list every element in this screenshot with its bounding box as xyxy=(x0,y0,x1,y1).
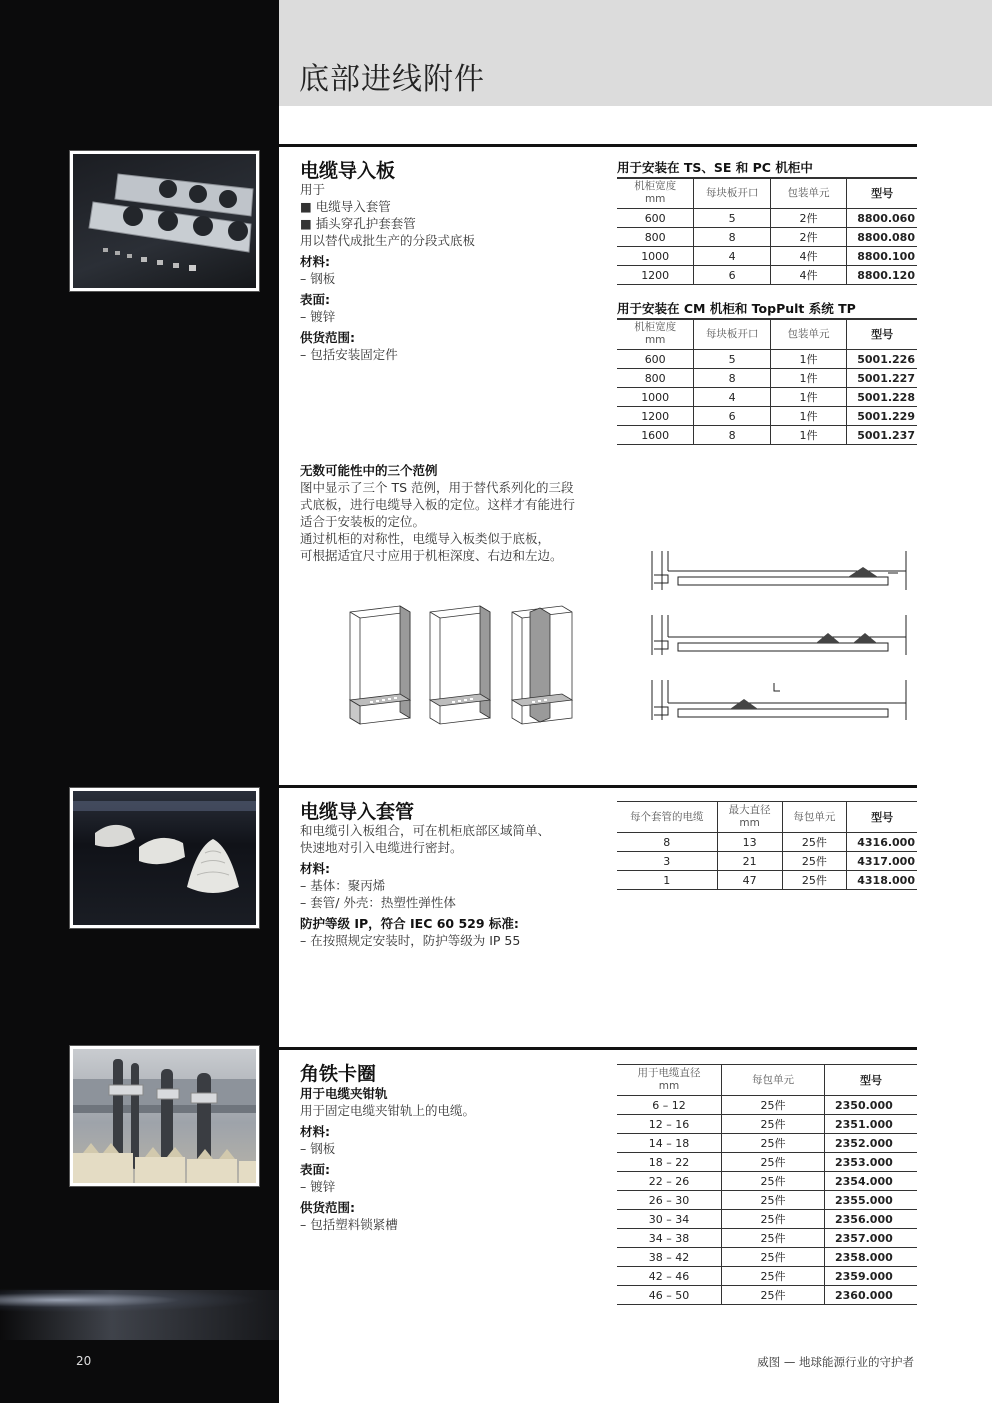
model-number-cell: 2352.000 xyxy=(825,1134,918,1153)
table-cell: 600 xyxy=(617,209,694,228)
table-caption: 用于安装在 CM 机柜和 TopPult 系统 TP xyxy=(617,299,917,320)
table-row xyxy=(617,388,917,407)
table-cell: 25件 xyxy=(722,1229,825,1248)
column-header: 型号 xyxy=(847,319,917,350)
table-cell: 3 xyxy=(617,852,717,871)
table-row xyxy=(617,1267,917,1286)
table-caption: 用于安装在 TS、SE 和 PC 机柜中 xyxy=(617,158,917,179)
table-cell: 8 xyxy=(694,369,770,388)
table-row xyxy=(617,1210,917,1229)
table-cell: 25件 xyxy=(722,1267,825,1286)
section-divider xyxy=(279,1047,917,1050)
model-number-cell: 8800.100 xyxy=(847,247,917,266)
table-cell: 30 – 34 xyxy=(617,1210,722,1229)
table-body xyxy=(617,350,917,445)
desc-line: 用以替代成批生产的分段式底板 xyxy=(300,233,476,248)
spec-table-gland xyxy=(617,801,917,890)
table-body xyxy=(617,209,917,285)
desc-heading: 用于电缆夹钳轨 xyxy=(300,1086,388,1101)
table-cell: 25件 xyxy=(722,1286,825,1305)
example-line: 图中显示了三个 TS 范例，用于替代系列化的三段 xyxy=(300,480,574,495)
table-cell: 1 xyxy=(617,871,717,890)
table-row xyxy=(617,247,917,266)
table-cell: 25件 xyxy=(722,1134,825,1153)
desc-line: – 基体：聚丙烯 xyxy=(300,878,386,893)
table-cell: 1件 xyxy=(770,350,846,369)
desc-heading: 材料: xyxy=(300,861,330,876)
desc-heading: 供货范围: xyxy=(300,1200,355,1215)
table-cell: 26 – 30 xyxy=(617,1191,722,1210)
table-body xyxy=(617,1096,917,1305)
table-cell: 22 – 26 xyxy=(617,1172,722,1191)
desc-line: 用于 xyxy=(300,182,326,197)
example-text xyxy=(300,462,610,564)
desc-line: – 在按照规定安装时，防护等级为 IP 55 xyxy=(300,933,521,948)
table-cell: 6 xyxy=(694,407,770,426)
spec-table-ts xyxy=(617,177,917,285)
table-row xyxy=(617,833,917,852)
table-cell: 25件 xyxy=(722,1096,825,1115)
table-cell: 1件 xyxy=(770,426,846,445)
example-heading: 无数可能性中的三个范例 xyxy=(300,463,438,478)
table-row xyxy=(617,228,917,247)
table-cell: 42 – 46 xyxy=(617,1267,722,1286)
page-number: 20 xyxy=(76,1354,92,1368)
table-cell: 1件 xyxy=(770,407,846,426)
section-title-cable-gland: 电缆导入套管 xyxy=(300,801,415,823)
model-number-cell: 2355.000 xyxy=(825,1191,918,1210)
example-line: 通过机柜的对称性，电缆导入板类似于底板， xyxy=(300,531,551,546)
light-streak-secondary xyxy=(0,1290,279,1340)
desc-line: – 套管/ 外壳：热塑性弹性体 xyxy=(300,895,456,910)
model-number-cell: 2354.000 xyxy=(825,1172,918,1191)
desc-line: – 镀锌 xyxy=(300,309,336,324)
cable-entry-plate-image xyxy=(73,154,256,288)
table-cell: 25件 xyxy=(722,1248,825,1267)
table-cell: 800 xyxy=(617,228,694,247)
table-cell: 4件 xyxy=(770,247,846,266)
table-cell: 1600 xyxy=(617,426,694,445)
column-header: 包装单元 xyxy=(770,319,846,350)
model-number-cell: 4318.000 xyxy=(847,871,917,890)
section1-description xyxy=(300,181,600,363)
desc-line: – 包括安装固定件 xyxy=(300,347,398,362)
column-header: 每包单元 xyxy=(722,1065,825,1096)
table-row xyxy=(617,369,917,388)
table-row xyxy=(617,1286,917,1305)
column-header xyxy=(617,319,694,350)
model-number-cell: 8800.120 xyxy=(847,266,917,285)
column-header xyxy=(617,1065,722,1096)
table-row xyxy=(617,1096,917,1115)
table-cell: 8 xyxy=(694,426,770,445)
section-divider xyxy=(279,144,917,147)
table-cell: 6 xyxy=(694,266,770,285)
enclosure-examples-drawing xyxy=(340,600,590,730)
model-number-cell: 2358.000 xyxy=(825,1248,918,1267)
table-cell: 1件 xyxy=(770,388,846,407)
table-cell: 34 – 38 xyxy=(617,1229,722,1248)
desc-heading: 防护等级 IP，符合 IEC 60 529 标准: xyxy=(300,916,519,931)
section-title-angle-clamp: 角铁卡圈 xyxy=(300,1063,377,1085)
desc-line: – 镀锌 xyxy=(300,1179,336,1194)
model-number-cell: 5001.228 xyxy=(847,388,917,407)
example-line: 可根据适宜尺寸应用于机柜深度、右边和左边。 xyxy=(300,548,563,563)
model-number-cell: 2351.000 xyxy=(825,1115,918,1134)
angle-clamp-photo xyxy=(70,1046,259,1186)
table-cell: 2件 xyxy=(770,228,846,247)
desc-heading: 表面: xyxy=(300,292,330,307)
table-cell: 25件 xyxy=(722,1115,825,1134)
cable-gland-image xyxy=(73,791,256,925)
model-number-cell: 4317.000 xyxy=(847,852,917,871)
table-cell: 46 – 50 xyxy=(617,1286,722,1305)
table-cell: 4件 xyxy=(770,266,846,285)
table-cell: 800 xyxy=(617,369,694,388)
table-cell: 25件 xyxy=(782,852,847,871)
model-number-cell: 2356.000 xyxy=(825,1210,918,1229)
table-cell: 1200 xyxy=(617,407,694,426)
model-number-cell: 5001.227 xyxy=(847,369,917,388)
section2-description xyxy=(300,822,600,949)
table-row xyxy=(617,1191,917,1210)
table-cell: 600 xyxy=(617,350,694,369)
table-cell: 25件 xyxy=(782,871,847,890)
table-cell: 18 – 22 xyxy=(617,1153,722,1172)
table-cell: 25件 xyxy=(722,1191,825,1210)
column-header: 每块板开口 xyxy=(694,319,770,350)
table-cell: 1000 xyxy=(617,247,694,266)
model-number-cell: 8800.080 xyxy=(847,228,917,247)
table-cell: 25件 xyxy=(722,1172,825,1191)
model-number-cell: 4316.000 xyxy=(847,833,917,852)
desc-heading: 供货范围: xyxy=(300,330,355,345)
desc-line: 快速地对引入电缆进行密封。 xyxy=(300,840,463,855)
model-number-cell: 5001.226 xyxy=(847,350,917,369)
table-row xyxy=(617,1248,917,1267)
table-cell: 1000 xyxy=(617,388,694,407)
cable-entry-plate-photo xyxy=(70,151,259,291)
desc-line: – 钢板 xyxy=(300,271,336,286)
table-row xyxy=(617,1172,917,1191)
table-row xyxy=(617,1115,917,1134)
example-line: 适合于安装板的定位。 xyxy=(300,514,426,529)
table-cell: 25件 xyxy=(782,833,847,852)
table-cell: 8 xyxy=(694,228,770,247)
desc-line: – 包括塑料锁紧槽 xyxy=(300,1217,398,1232)
column-header: 型号 xyxy=(847,802,917,833)
table-cell: 5 xyxy=(694,350,770,369)
example-line: 式底板，进行电缆导入板的定位。这样才有能进行 xyxy=(300,497,576,512)
table-cell: 47 xyxy=(717,871,782,890)
table-body xyxy=(617,833,917,890)
desc-line: – 钢板 xyxy=(300,1141,336,1156)
table-cell: 6 – 12 xyxy=(617,1096,722,1115)
header-text: 机柜宽度 mm xyxy=(634,321,677,346)
table-cell: 12 – 16 xyxy=(617,1115,722,1134)
table-row xyxy=(617,852,917,871)
table-cell: 8 xyxy=(617,833,717,852)
cable-gland-photo xyxy=(70,788,259,928)
table-cell: 21 xyxy=(717,852,782,871)
section-title-cable-entry-plate: 电缆导入板 xyxy=(300,160,396,182)
page-title: 底部进线附件 xyxy=(299,62,485,97)
desc-line: 和电缆引入板组合，可在机柜底部区域简单、 xyxy=(300,823,551,838)
spec-table-clamp xyxy=(617,1064,917,1305)
table-cell: 2件 xyxy=(770,209,846,228)
column-header: 每包单元 xyxy=(782,802,847,833)
table-row xyxy=(617,266,917,285)
model-number-cell: 5001.229 xyxy=(847,407,917,426)
table-row xyxy=(617,209,917,228)
table-cell: 4 xyxy=(694,247,770,266)
table-row xyxy=(617,426,917,445)
table-cell: 5 xyxy=(694,209,770,228)
table-row xyxy=(617,350,917,369)
desc-line: ■ 电缆导入套管 xyxy=(300,199,391,214)
model-number-cell: 5001.237 xyxy=(847,426,917,445)
table-cell: 25件 xyxy=(722,1210,825,1229)
column-header xyxy=(617,178,694,209)
model-number-cell: 2357.000 xyxy=(825,1229,918,1248)
table-cell: 4 xyxy=(694,388,770,407)
column-header: 包装单元 xyxy=(770,178,846,209)
desc-line: 用于固定电缆夹钳轨上的电缆。 xyxy=(300,1103,476,1118)
table-cell: 1200 xyxy=(617,266,694,285)
spec-table-cm xyxy=(617,318,917,445)
column-header: 型号 xyxy=(825,1065,918,1096)
table-row xyxy=(617,1153,917,1172)
footer-tagline: 威图 — 地球能源行业的守护者 xyxy=(757,1355,914,1369)
desc-heading: 材料: xyxy=(300,1124,330,1139)
table-row xyxy=(617,1134,917,1153)
section3-description xyxy=(300,1085,600,1233)
model-number-cell: 2359.000 xyxy=(825,1267,918,1286)
model-number-cell: 2353.000 xyxy=(825,1153,918,1172)
desc-heading: 表面: xyxy=(300,1162,330,1177)
column-header: 每块板开口 xyxy=(694,178,770,209)
desc-line: ■ 插头穿孔护套套管 xyxy=(300,216,416,231)
cross-section-drawing xyxy=(648,545,912,725)
model-number-cell: 8800.060 xyxy=(847,209,917,228)
model-number-cell: 2350.000 xyxy=(825,1096,918,1115)
table-cell: 14 – 18 xyxy=(617,1134,722,1153)
table-cell: 25件 xyxy=(722,1153,825,1172)
header-text: 用于电缆直径 mm xyxy=(637,1067,701,1092)
column-header: 每个套管的电缆 xyxy=(617,802,717,833)
angle-clamp-image xyxy=(73,1049,256,1183)
column-header xyxy=(717,802,782,833)
desc-heading: 材料: xyxy=(300,254,330,269)
header-text: 最大直径 mm xyxy=(728,804,771,829)
section-divider xyxy=(279,785,917,788)
table-cell: 38 – 42 xyxy=(617,1248,722,1267)
table-row xyxy=(617,407,917,426)
table-cell: 13 xyxy=(717,833,782,852)
table-cell: 1件 xyxy=(770,369,846,388)
table-row xyxy=(617,871,917,890)
header-text: 机柜宽度 mm xyxy=(634,180,677,205)
column-header: 型号 xyxy=(847,178,917,209)
model-number-cell: 2360.000 xyxy=(825,1286,918,1305)
page-header xyxy=(279,0,992,106)
table-row xyxy=(617,1229,917,1248)
